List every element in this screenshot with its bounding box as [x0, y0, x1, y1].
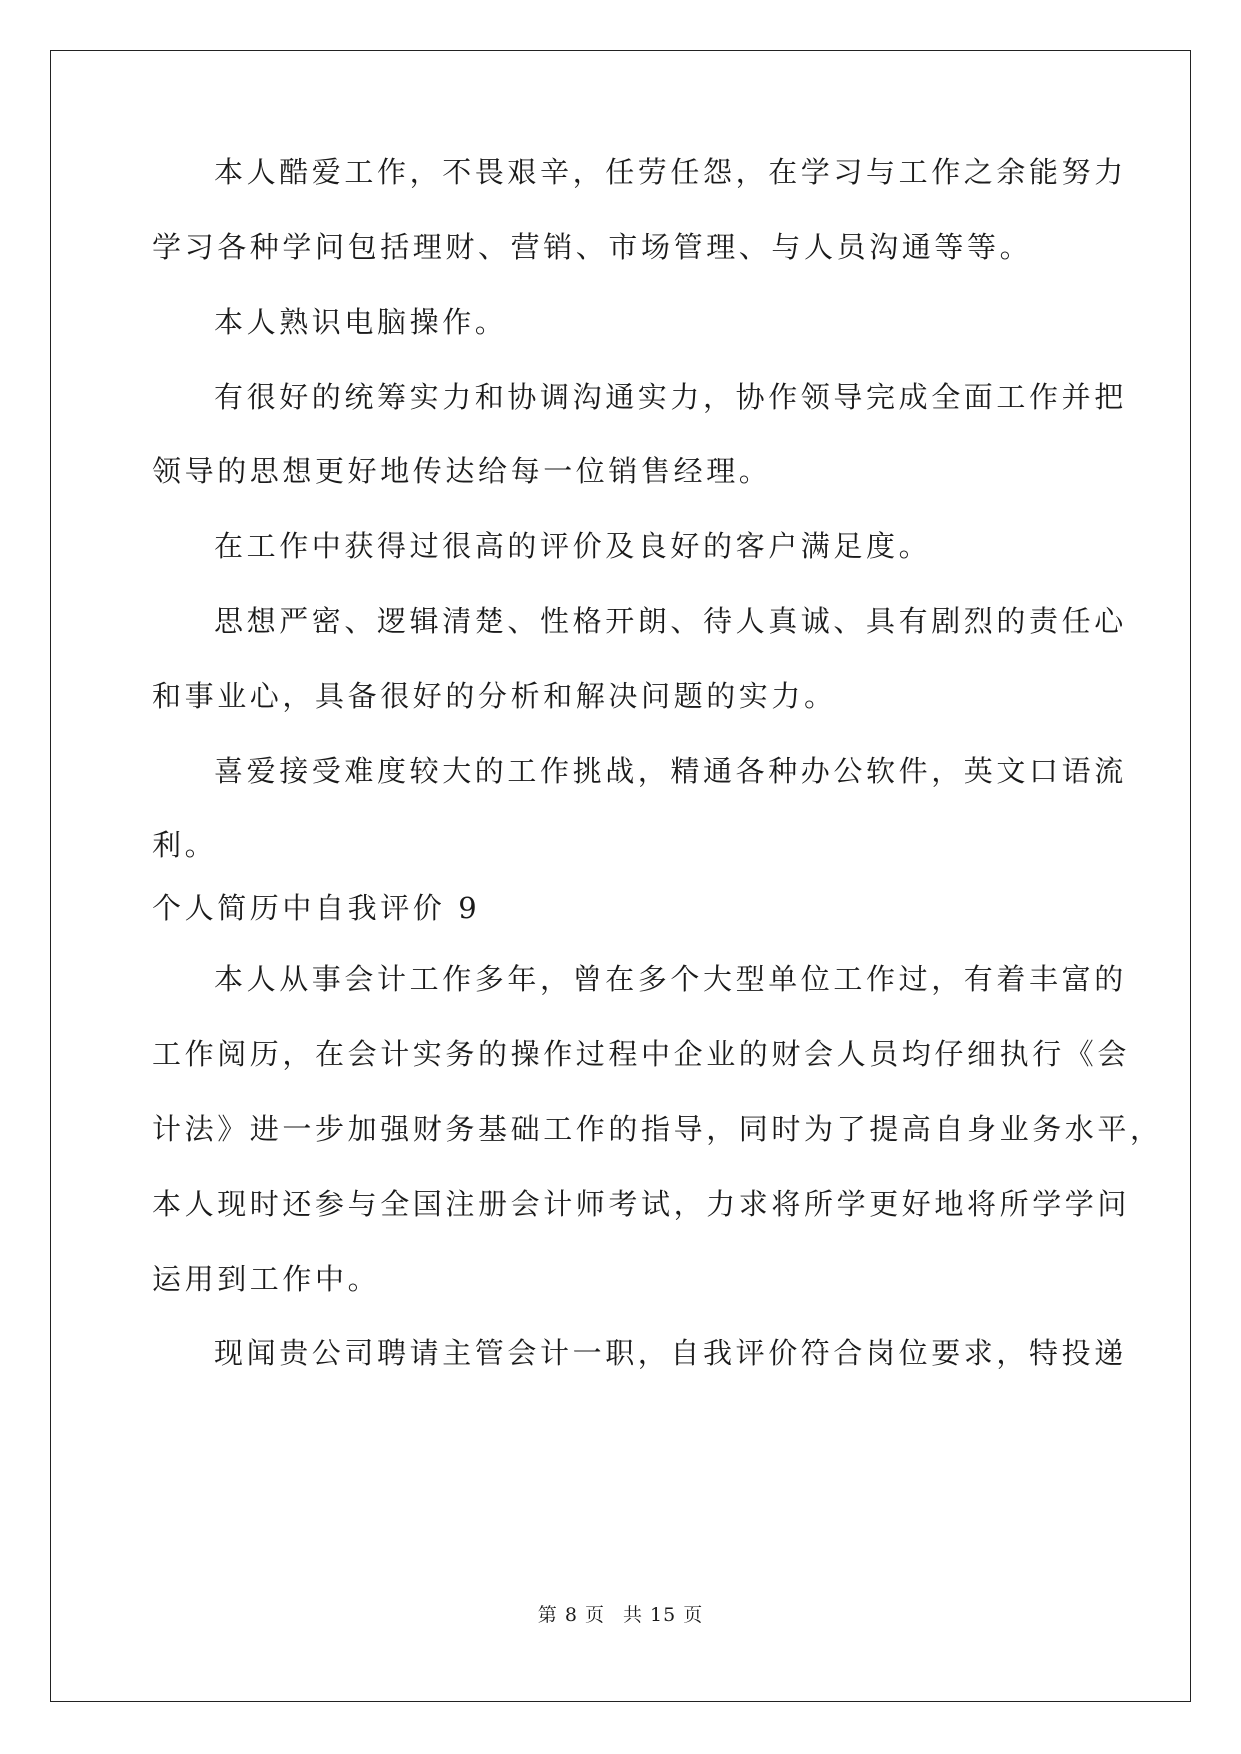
paragraph-line: 本人从事会计工作多年，曾在多个大型单位工作过，有着丰富的	[214, 962, 1127, 996]
paragraph-line: 本人现时还参与全国注册会计师考试，力求将所学更好地将所学学问	[152, 1187, 1131, 1221]
paragraph-line: 思想严密、逻辑清楚、性格开朗、待人真诚、具有剧烈的责任心	[214, 604, 1127, 638]
paragraph-line: 利。	[152, 828, 218, 862]
paragraph-line: 和事业心，具备很好的分析和解决问题的实力。	[152, 679, 837, 713]
page-number: 第 8 页	[537, 1604, 605, 1626]
paragraph-line: 工作阅历，在会计实务的操作过程中企业的财会人员均仔细执行《会	[152, 1037, 1131, 1071]
paragraph-line: 喜爱接受难度较大的工作挑战，精通各种办公软件，英文口语流	[214, 754, 1127, 788]
paragraph-line: 现闻贵公司聘请主管会计一职，自我评价符合岗位要求，特投递	[214, 1336, 1127, 1370]
page-total: 共 15 页	[622, 1604, 704, 1626]
paragraph-line: 本人酷爱工作，不畏艰辛，任劳任怨，在学习与工作之余能努力	[214, 155, 1127, 189]
page-footer	[0, 1600, 1241, 1627]
section-heading: 个人简历中自我评价 9	[152, 891, 481, 925]
paragraph-line: 在工作中获得过很高的评价及良好的客户满足度。	[214, 529, 932, 563]
paragraph-line: 本人熟识电脑操作。	[214, 305, 508, 339]
paragraph-line: 学习各种学问包括理财、营销、市场管理、与人员沟通等等。	[152, 230, 1033, 264]
paragraph-line: 有很好的统筹实力和协调沟通实力，协作领导完成全面工作并把	[214, 380, 1127, 414]
paragraph-line: 运用到工作中。	[152, 1262, 381, 1296]
page-border	[50, 50, 1191, 1702]
paragraph-line: 领导的思想更好地传达给每一位销售经理。	[152, 454, 772, 488]
paragraph-line: 计法》进一步加强财务基础工作的指导，同时为了提高自身业务水平，	[152, 1112, 1163, 1146]
